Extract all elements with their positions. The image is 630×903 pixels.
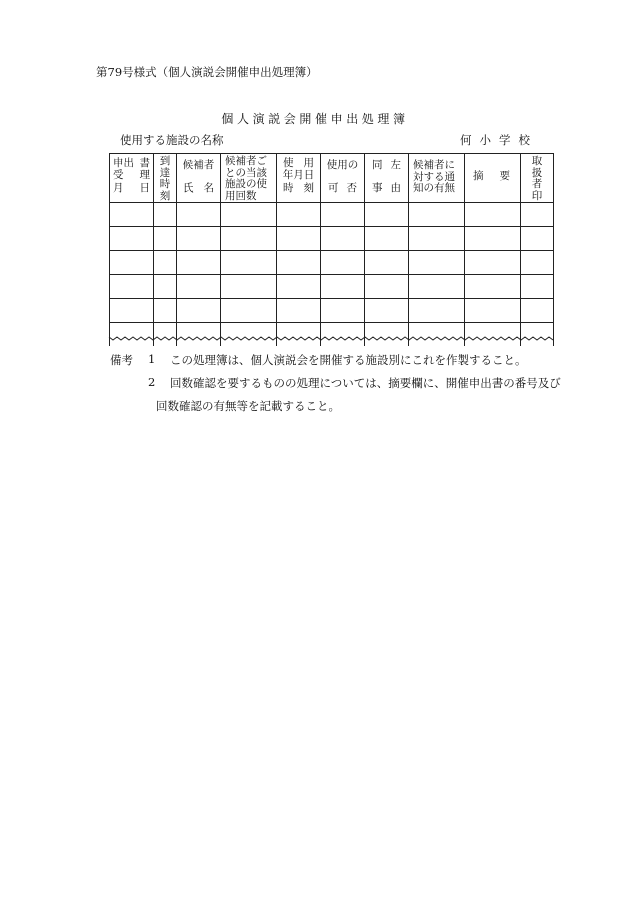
header-arrival-time: 到 達 時 刻 xyxy=(154,154,177,203)
notes-section xyxy=(110,352,570,421)
table-cut-line xyxy=(107,334,555,342)
note-item xyxy=(110,375,570,398)
table-row xyxy=(110,275,554,299)
facility-name-label: 使用する施設の名称 xyxy=(120,133,224,147)
header-summary: 摘 要 xyxy=(465,154,521,203)
register-table xyxy=(109,153,554,346)
note-number: 2 xyxy=(148,375,156,389)
header-handler-seal: 取 扱 者 印 xyxy=(521,154,554,203)
header-request-received-date: 申出 書 受 理 月 日 xyxy=(110,154,154,203)
header-use-datetime: 使 用 年月日 時 刻 xyxy=(277,154,321,203)
note-item xyxy=(110,352,570,375)
notes-label: 備考 xyxy=(110,353,133,367)
document-title: 個人演説会開催申出処理簿 xyxy=(221,112,409,126)
note-text: この処理簿は、個人演説会を開催する施設別にこれを作製すること。 xyxy=(170,353,527,367)
header-candidate-name: 候補者 氏 名 xyxy=(177,154,221,203)
note-text-continued: 回数確認の有無等を記載すること。 xyxy=(156,399,340,413)
header-facility-use-count: 候補者ご との当該 施設の使 用回数 xyxy=(221,154,277,203)
header-use-approval: 使用の 可 否 xyxy=(321,154,365,203)
note-item-continued xyxy=(110,398,570,421)
table-row xyxy=(110,251,554,275)
note-number: 1 xyxy=(148,352,156,366)
table-row xyxy=(110,203,554,227)
header-reason: 同 左 事 由 xyxy=(365,154,409,203)
table-row xyxy=(110,227,554,251)
header-candidate-notification: 候補者に 対する通 知の有無 xyxy=(409,154,465,203)
header-row xyxy=(110,154,554,203)
note-text: 回数確認を要するものの処理については、摘要欄に、開催申出書の番号及び xyxy=(170,376,561,390)
school-name: 何小学校 xyxy=(460,133,538,147)
table-row xyxy=(110,299,554,323)
form-number: 第79号様式（個人演説会開催申出処理簿） xyxy=(96,65,318,79)
